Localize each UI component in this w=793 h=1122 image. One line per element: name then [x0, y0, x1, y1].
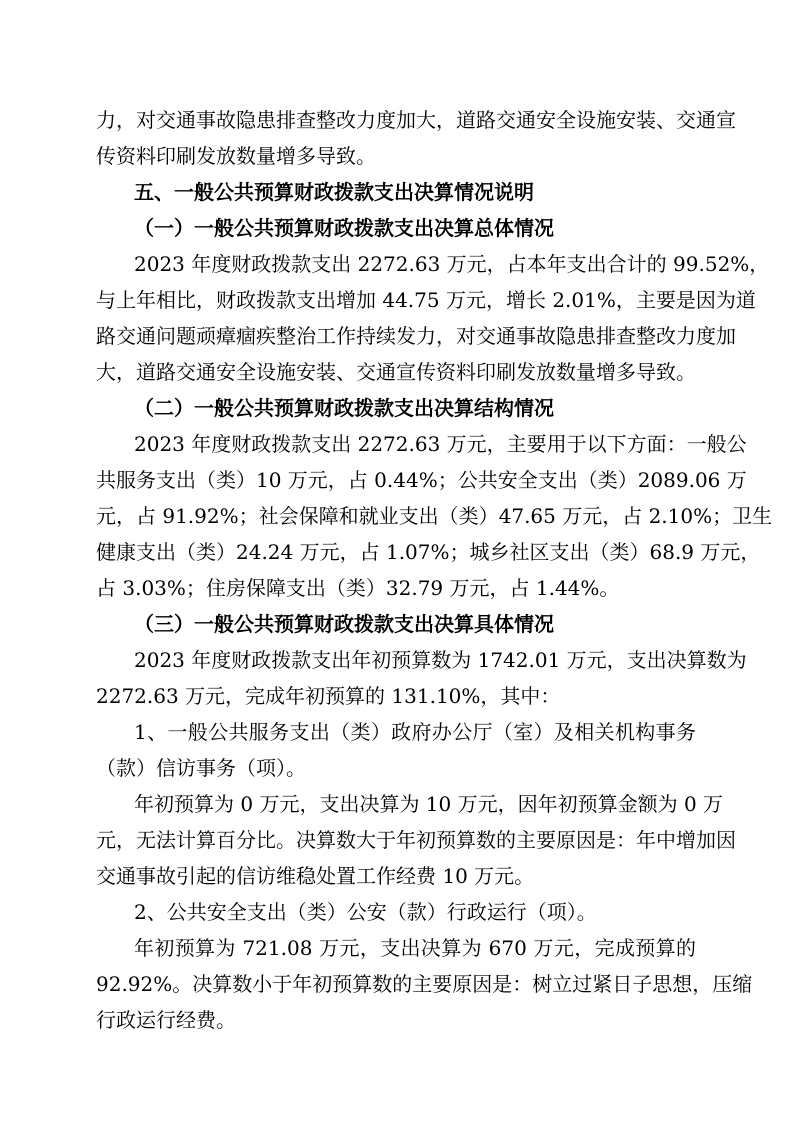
- body-text-line: 健康支出（类）24.24 万元，占 1.07%；城乡社区支出（类）68.9 万元，: [96, 540, 761, 564]
- body-text-line: 与上年相比，财政拨款支出增加 44.75 万元，增长 2.01%，主要是因为道: [96, 288, 756, 312]
- subsection-heading: （一）一般公共预算财政拨款支出决算总体情况: [134, 216, 554, 240]
- body-text-line: 力，对交通事故隐患排查整改力度加大，道路交通安全设施安装、交通宣: [96, 108, 736, 132]
- body-text-line: 92.92%。决算数小于年初预算数的主要原因是：树立过紧日子思想，压缩: [96, 972, 753, 996]
- body-text-line: （款）信访事务（项）。: [96, 756, 306, 780]
- body-text-line: 交通事故引起的信访维稳处置工作经费 10 万元。: [96, 864, 535, 888]
- body-text-line: 行政运行经费。: [96, 1008, 236, 1032]
- body-text-line: 年初预算为 0 万元，支出决算为 10 万元，因年初预算金额为 0 万: [134, 792, 724, 816]
- body-text-line: 大，道路交通安全设施安装、交通宣传资料印刷发放数量增多导致。: [96, 360, 696, 384]
- body-text-line: 传资料印刷发放数量增多导致。: [96, 144, 376, 168]
- body-text-line: 2023 年度财政拨款支出 2272.63 万元，主要用于以下方面：一般公: [134, 432, 747, 456]
- body-text-line: 共服务支出（类）10 万元，占 0.44%；公共安全支出（类）2089.06 万: [96, 468, 747, 492]
- body-text-line: 2023 年度财政拨款支出年初预算数为 1742.01 万元，支出决算数为: [134, 648, 747, 672]
- subsection-heading: （二）一般公共预算财政拨款支出决算结构情况: [134, 396, 554, 420]
- section-heading: 五、一般公共预算财政拨款支出决算情况说明: [134, 180, 534, 204]
- body-text-line: 占 3.03%；住房保障支出（类）32.79 万元，占 1.44%。: [96, 576, 620, 600]
- body-text-line: 路交通问题顽瘴痼疾整治工作持续发力，对交通事故隐患排查整改力度加: [96, 324, 736, 348]
- body-text-line: 2272.63 万元，完成年初预算的 131.10%，其中：: [96, 684, 561, 708]
- body-text-line: 元，占 91.92%；社会保障和就业支出（类）47.65 万元，占 2.10%；卫生: [96, 504, 773, 528]
- subsection-heading: （三）一般公共预算财政拨款支出决算具体情况: [134, 612, 554, 636]
- body-text-line: 年初预算为 721.08 万元，支出决算为 670 万元，完成预算的: [134, 936, 696, 960]
- body-text-line: 元，无法计算百分比。决算数大于年初预算数的主要原因是：年中增加因: [96, 828, 736, 852]
- body-text-line: 2023 年度财政拨款支出 2272.63 万元，占本年支出合计的 99.52%，: [134, 252, 770, 276]
- body-text-line: 2、公共安全支出（类）公安（款）行政运行（项）。: [134, 900, 597, 924]
- body-text-line: 1、一般公共服务支出（类）政府办公厅（室）及相关机构事务: [134, 720, 696, 744]
